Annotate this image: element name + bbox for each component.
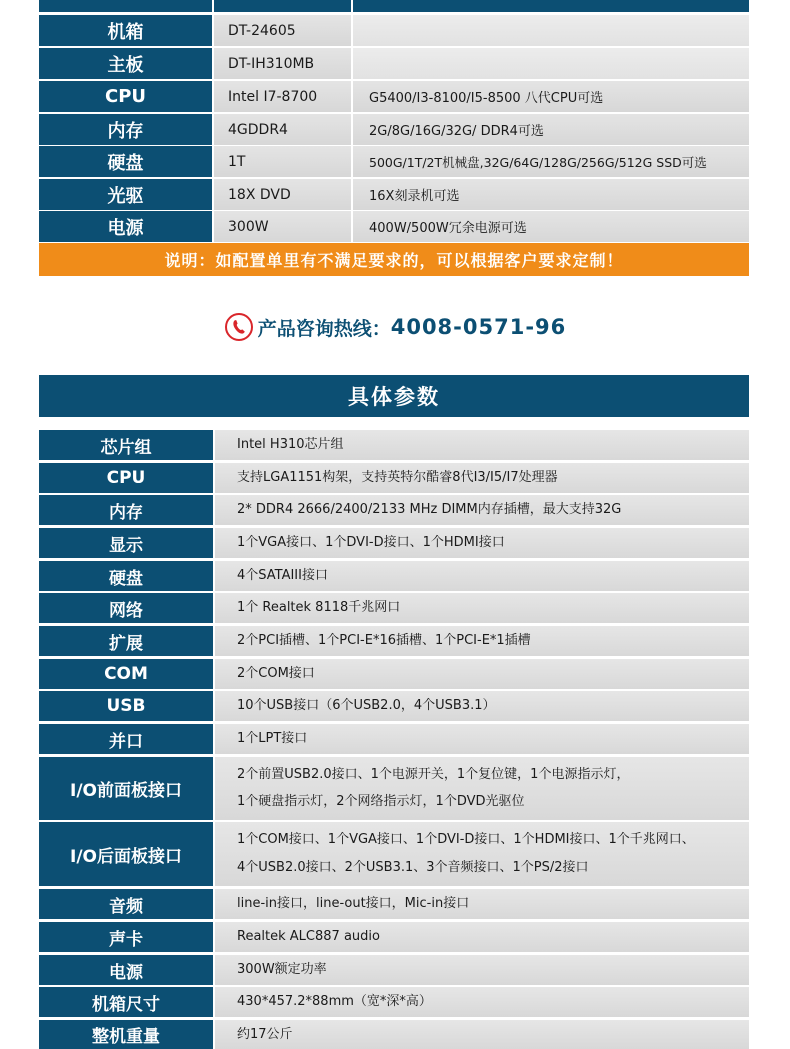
- spec-row-label: 内存: [39, 495, 213, 525]
- spec-row-value: [215, 463, 749, 493]
- config-standard-value: 18X DVD: [214, 179, 351, 210]
- config-standard-value: DT-24605: [214, 15, 351, 46]
- spec-value-line: 430*457.2*88mm（宽*深*高）: [237, 994, 432, 1009]
- spec-value-line: 2个COM接口: [237, 666, 315, 681]
- config-optional-value: 500G/1T/2T机械盘,32G/64G/128G/256G/512G SSD可选: [353, 146, 749, 177]
- config-standard-value: Intel I7-8700: [214, 81, 351, 112]
- spec-row-label: I/O后面板接口: [39, 822, 213, 886]
- hotline: [0, 310, 790, 344]
- spec-row-value: [215, 561, 749, 591]
- spec-value-line: 2个PCI插槽、1个PCI-E*16插槽、1个PCI-E*1插槽: [237, 633, 531, 648]
- spec-row: [39, 757, 749, 820]
- spec-row: [39, 922, 749, 952]
- config-header-cell: [353, 0, 749, 12]
- spec-row-label: COM: [39, 659, 213, 689]
- config-row-label: 内存: [39, 114, 212, 145]
- config-row-label: 光驱: [39, 179, 212, 210]
- spec-row: [39, 561, 749, 591]
- spec-row: [39, 430, 749, 460]
- spec-row-value: [215, 691, 749, 721]
- spec-row: [39, 724, 749, 754]
- config-row: [39, 211, 749, 242]
- spec-value-line: 1个COM接口、1个VGA接口、1个DVI-D接口、1个HDMI接口、1个千兆网口、: [237, 832, 695, 847]
- config-row-label: 电源: [39, 211, 212, 242]
- config-row: [39, 114, 749, 145]
- spec-row-value: [215, 922, 749, 952]
- config-optional-value: [353, 15, 749, 46]
- spec-row-value: [215, 659, 749, 689]
- spec-row-value: [215, 987, 749, 1017]
- config-table-header: [39, 0, 749, 12]
- spec-value-line: 4个USB2.0接口、2个USB3.1、3个音频接口、1个PS/2接口: [237, 860, 589, 875]
- spec-row: [39, 889, 749, 919]
- spec-value-line: 2* DDR4 2666/2400/2133 MHz DIMM内存插槽，最大支持32G: [237, 502, 622, 517]
- spec-value-line: 支持LGA1151构架，支持英特尔酷睿8代I3/I5/I7处理器: [237, 470, 558, 485]
- spec-row-label: 机箱尺寸: [39, 987, 213, 1017]
- phone-icon: [224, 312, 254, 342]
- spec-row: [39, 987, 749, 1017]
- config-optional-value: 400W/500W冗余电源可选: [353, 211, 749, 242]
- spec-row-value: [215, 889, 749, 919]
- config-row: [39, 146, 749, 177]
- spec-row-label: 网络: [39, 593, 213, 623]
- spec-row-label: 并口: [39, 724, 213, 754]
- spec-row: [39, 528, 749, 558]
- spec-section-title: 具体参数: [39, 375, 749, 417]
- spec-row-label: 扩展: [39, 626, 213, 656]
- spec-row: [39, 626, 749, 656]
- spec-row-value: [215, 955, 749, 985]
- config-header-cell: [214, 0, 351, 12]
- spec-row-label: 电源: [39, 955, 213, 985]
- spec-row-label: I/O前面板接口: [39, 757, 213, 820]
- spec-row-value: [215, 430, 749, 460]
- spec-row-label: 显示: [39, 528, 213, 558]
- spec-row: [39, 1020, 749, 1049]
- config-row-label: 硬盘: [39, 146, 212, 177]
- spec-value-line: Realtek ALC887 audio: [237, 929, 380, 944]
- config-row: [39, 179, 749, 210]
- spec-value-line: 1个硬盘指示灯，2个网络指示灯，1个DVD光驱位: [237, 794, 525, 810]
- spec-value-line: 约17公斤: [237, 1026, 293, 1042]
- config-optional-value: 16X刻录机可选: [353, 179, 749, 210]
- spec-row-label: CPU: [39, 463, 213, 493]
- hotline-label: 产品咨询热线：: [257, 317, 391, 340]
- spec-row: [39, 822, 749, 886]
- spec-row-value: [215, 822, 749, 886]
- config-row-label: CPU: [39, 81, 212, 112]
- config-row: [39, 15, 749, 46]
- config-row-label: 主板: [39, 48, 212, 79]
- spec-row-value: [215, 724, 749, 754]
- config-optional-value: G5400/I3-8100/I5-8500 八代CPU可选: [353, 81, 749, 112]
- spec-row-value: [215, 626, 749, 656]
- customization-note: 说明：如配置单里有不满足要求的，可以根据客户要求定制！: [39, 243, 749, 276]
- hotline-number: 4008-0571-96: [390, 315, 567, 339]
- spec-row: [39, 463, 749, 493]
- spec-row: [39, 955, 749, 985]
- spec-row: [39, 659, 749, 689]
- spec-value-line: 1个LPT接口: [237, 731, 308, 746]
- config-standard-value: 1T: [214, 146, 351, 177]
- spec-row-value: [215, 757, 749, 820]
- spec-value-line: 300W额定功率: [237, 962, 327, 977]
- config-standard-value: 300W: [214, 211, 351, 242]
- spec-row-value: [215, 593, 749, 623]
- spec-row-value: [215, 528, 749, 558]
- config-optional-value: [353, 48, 749, 79]
- config-optional-value: 2G/8G/16G/32G/ DDR4可选: [353, 114, 749, 145]
- config-row: [39, 81, 749, 112]
- spec-row-value: [215, 1020, 749, 1049]
- spec-row-label: 芯片组: [39, 430, 213, 460]
- spec-row: [39, 495, 749, 525]
- spec-value-line: 1个VGA接口、1个DVI-D接口、1个HDMI接口: [237, 535, 505, 550]
- spec-value-line: Intel H310芯片组: [237, 437, 344, 452]
- spec-row-label: 音频: [39, 889, 213, 919]
- spec-row-label: USB: [39, 691, 213, 721]
- spec-row: [39, 691, 749, 721]
- spec-value-line: 4个SATAIII接口: [237, 568, 328, 583]
- config-standard-value: 4GDDR4: [214, 114, 351, 145]
- config-standard-value: DT-IH310MB: [214, 48, 351, 79]
- spec-row-label: 整机重量: [39, 1020, 213, 1049]
- config-row: [39, 48, 749, 79]
- spec-row-label: 声卡: [39, 922, 213, 952]
- spec-value-line: 2个前置USB2.0接口、1个电源开关，1个复位键，1个电源指示灯，: [237, 766, 630, 782]
- spec-value-line: 10个USB接口（6个USB2.0，4个USB3.1）: [237, 698, 496, 713]
- spec-row-label: 硬盘: [39, 561, 213, 591]
- spec-value-line: line-in接口，line-out接口，Mic-in接口: [237, 896, 470, 911]
- spec-value-line: 1个 Realtek 8118千兆网口: [237, 600, 401, 615]
- config-row-label: 机箱: [39, 15, 212, 46]
- spec-row-value: [215, 495, 749, 525]
- config-header-cell: [39, 0, 212, 12]
- spec-row: [39, 593, 749, 623]
